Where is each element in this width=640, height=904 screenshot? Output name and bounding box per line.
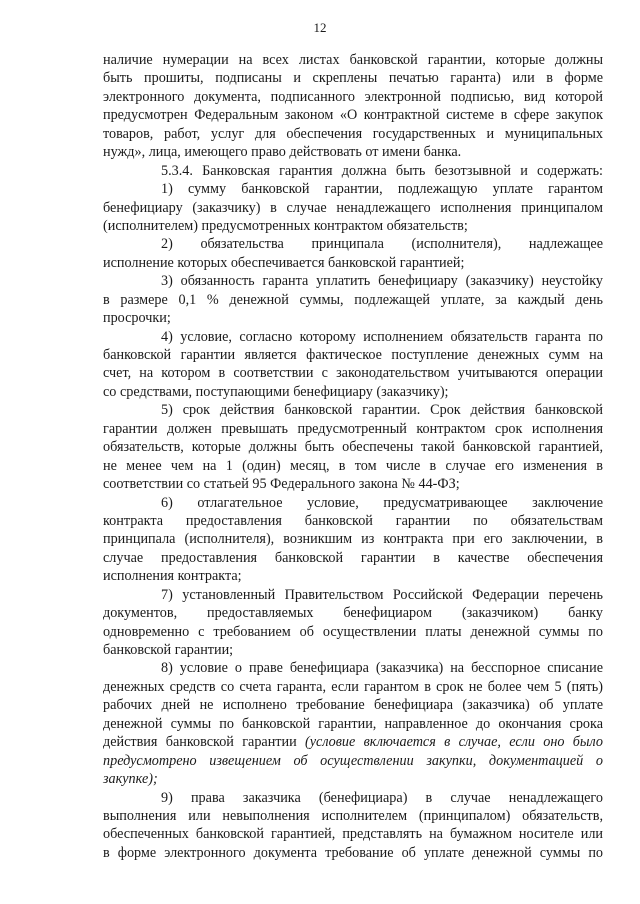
text-line xyxy=(103,272,603,290)
text-line xyxy=(103,789,603,807)
text-line-content: быть прошиты, подписаны и скреплены печатью гаранта) или в форме xyxy=(103,70,603,87)
text-line-italic: предусмотрено извещением об осуществлении закупки, документацией о xyxy=(103,752,603,769)
text-line-content: соответствии со статьей 95 Федерального закона № 44-ФЗ; xyxy=(103,476,460,493)
text-line-content: счет, на котором в соответствии с законодательством учитываются операции xyxy=(103,365,603,382)
text-line-content: наличие нумерации на всех листах банковской гарантии, которые должны xyxy=(103,52,603,68)
text-line xyxy=(103,641,603,659)
text-line xyxy=(103,106,603,124)
text-line-content: 5.3.4. Банковская гарантия должна быть безотзывной и содержать: xyxy=(161,162,603,179)
text-line xyxy=(103,604,603,622)
text-line xyxy=(103,825,603,843)
text-line xyxy=(103,309,603,327)
text-line-content: 8) условие о праве бенефициара (заказчика) на бесспорное списание xyxy=(161,660,603,677)
text-line-content: одновременно с требованием об осуществлении платы денежной суммы по xyxy=(103,623,603,640)
text-line xyxy=(103,125,603,143)
text-line-content: в форме электронного документа требование об уплате денежной суммы по xyxy=(103,844,603,861)
text-line xyxy=(103,512,603,530)
text-line-content: не менее чем на 1 (один) месяц, в том числе в случае его изменения в xyxy=(103,457,603,474)
text-line-content: просрочки; xyxy=(103,310,171,327)
text-line xyxy=(103,567,603,585)
text-line xyxy=(103,475,603,493)
text-line-content: со средствами, поступающими бенефициару (заказчику); xyxy=(103,383,449,400)
text-line-content: в размере 0,1 % денежной суммы, подлежащей уплате, за каждый день xyxy=(103,291,603,308)
text-line-content: 6) отлагательное условие, предусматривающее заключение xyxy=(161,494,603,511)
text-line xyxy=(103,217,603,235)
text-line-content: 2) обязательства принципала (исполнителя), надлежащее xyxy=(161,236,603,253)
text-line-content: рабочих дней не исполнено требование бенефициара (заказчика) об уплате xyxy=(103,697,603,714)
text-line-content: принципала (исполнителя), возникшим из контракта при его заключении, в xyxy=(103,531,603,548)
text-line xyxy=(103,457,603,475)
text-line xyxy=(103,143,603,161)
text-line-content: 7) установленный Правительством Российской Федерации перечень xyxy=(161,586,603,603)
text-line xyxy=(103,401,603,419)
text-line-content: исполнение которых обеспечивается банковской гарантией; xyxy=(103,254,465,271)
text-line xyxy=(103,69,603,87)
text-line xyxy=(103,678,603,696)
text-line-content: денежной суммы по банковской гарантии, направленное до окончания срока xyxy=(103,715,603,732)
text-line-content: 5) срок действия банковской гарантии. Срок действия банковской xyxy=(161,402,603,419)
text-line-content: банковской гарантии является фактическое поступление денежных сумм на xyxy=(103,347,603,363)
text-line xyxy=(103,346,603,364)
document-body xyxy=(103,51,603,862)
text-line xyxy=(103,733,603,751)
text-line xyxy=(103,715,603,733)
text-line-content: банковской гарантии; xyxy=(103,642,234,658)
text-line xyxy=(103,88,603,106)
text-line xyxy=(103,586,603,604)
text-line-content: исполнения контракта; xyxy=(103,568,242,585)
text-line-content: действия банковской гарантии xyxy=(103,734,305,751)
text-line-content: бенефициару (заказчику) в случае ненадлежащего исполнения принципалом xyxy=(103,199,603,216)
text-line-content: обязательств, которые должны быть обеспечены такой банковской гарантией, xyxy=(103,439,603,456)
text-line-content: 9) права заказчика (бенефициара) в случае ненадлежащего xyxy=(161,789,603,806)
text-line-content: (исполнителем) предусмотренных контрактом обязательств; xyxy=(103,217,468,234)
text-line xyxy=(103,659,603,677)
text-line-content: гарантии должен превышать предусмотренный контрактом срок исполнения xyxy=(103,420,603,437)
text-line xyxy=(103,696,603,714)
text-line xyxy=(103,162,603,180)
text-line xyxy=(103,770,603,788)
text-line xyxy=(103,752,603,770)
text-line xyxy=(103,420,603,438)
text-line-content: 1) сумму банковской гарантии, подлежащую уплате гарантом xyxy=(161,181,603,198)
text-line xyxy=(103,235,603,253)
text-line xyxy=(103,364,603,382)
text-line xyxy=(103,549,603,567)
text-line-content: контракта предоставления банковской гарантии по обязательствам xyxy=(103,512,603,529)
text-line-content: электронного документа, подписанного электронной подписью, вид которой xyxy=(103,88,603,105)
text-line xyxy=(103,328,603,346)
text-line xyxy=(103,180,603,198)
text-line xyxy=(103,807,603,825)
text-line-italic: (условие включается в случае, если оно было xyxy=(305,734,603,751)
text-line xyxy=(103,844,603,862)
text-line xyxy=(103,291,603,309)
text-line xyxy=(103,494,603,512)
text-line xyxy=(103,254,603,272)
text-line xyxy=(103,383,603,401)
text-line-content: 4) условие, согласно которому исполнением обязательств гаранта по xyxy=(161,328,603,345)
text-line xyxy=(103,438,603,456)
text-line-content: случае предоставления банковской гарантии в качестве обеспечения xyxy=(103,549,603,566)
text-line-content: нужд», лица, имеющего право действовать от имени банка. xyxy=(103,144,462,161)
text-line-italic: закупке); xyxy=(103,771,158,788)
text-line-content: выполнения или невыполнения исполнителем (принципалом) обязательств, xyxy=(103,807,603,824)
text-line xyxy=(103,623,603,641)
text-line xyxy=(103,199,603,217)
text-line-content: товаров, работ, услуг для обеспечения государственных и муниципальных xyxy=(103,125,603,142)
text-line xyxy=(103,530,603,548)
text-line-content: документов, предоставляемых бенефициаром (заказчиком) банку xyxy=(103,605,603,622)
page-number: 12 xyxy=(313,20,327,35)
text-line-content: предусмотрен Федеральным законом «О контрактной системе в сфере закупок xyxy=(103,107,603,124)
text-line-content: 3) обязанность гаранта уплатить бенефициару (заказчику) неустойку xyxy=(161,273,603,290)
text-line-content: денежных средств со счета гаранта, если гарантом в срок не более чем 5 (пять) xyxy=(103,678,603,695)
text-line-content: обеспеченных банковской гарантией, представлять на бумажном носителе или xyxy=(103,826,603,843)
text-line xyxy=(103,51,603,69)
